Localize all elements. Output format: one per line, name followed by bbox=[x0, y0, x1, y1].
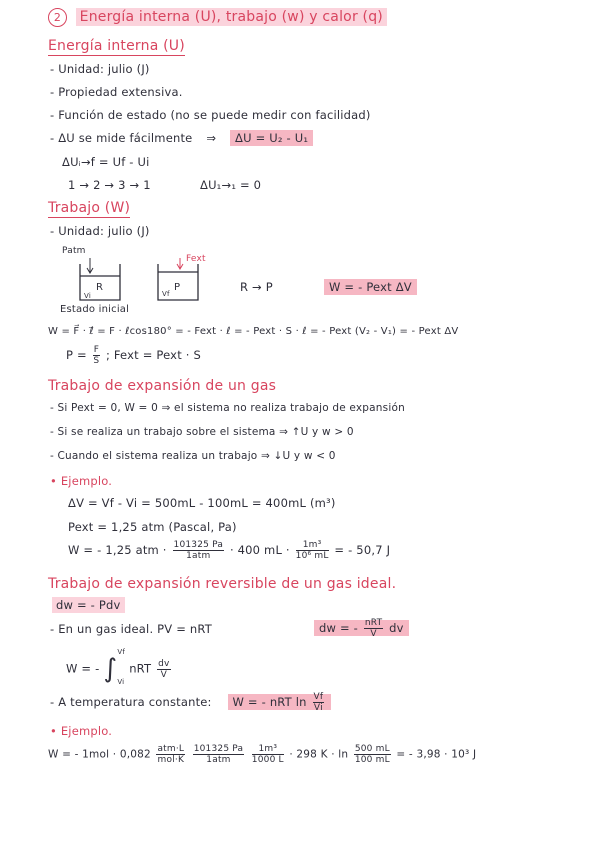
expansion-item-3: - Cuando el sistema realiza un trabajo ⇒ ↓U y w < 0 bbox=[50, 450, 336, 462]
w-formula-text: W = - Pext ΔV bbox=[324, 279, 417, 295]
last-result: = - 3,98 · 10³ J bbox=[396, 748, 477, 761]
trabajo-heading bbox=[48, 200, 130, 216]
constant-temp-text: - A temperatura constante: bbox=[50, 695, 212, 709]
energia-heading-text: Energía interna (U) bbox=[48, 38, 185, 54]
last-frac-1-num: atm·L bbox=[157, 744, 185, 754]
pressure-def bbox=[66, 345, 201, 366]
dw2-frac-den: V bbox=[370, 629, 377, 639]
last-frac-1 bbox=[156, 744, 185, 765]
integral-upper: Vf bbox=[117, 648, 125, 656]
trabajo-heading-text: Trabajo (W) bbox=[48, 200, 131, 216]
last-frac-4-num: 500 mL bbox=[354, 744, 390, 754]
energia-item-4-text: - ΔU se mide fácilmente bbox=[50, 131, 193, 145]
last-frac-2-num: 101325 Pa bbox=[193, 744, 244, 754]
page-title: Energía interna (U), trabajo (w) y calor (q) bbox=[76, 8, 387, 26]
integral-frac-num: dv bbox=[158, 658, 170, 669]
r-to-p: R → P bbox=[240, 280, 273, 294]
dw-formula-text: dw = - Pdv bbox=[52, 597, 125, 613]
last-frac-4-den: 100 mL bbox=[354, 755, 390, 765]
ex3-part-a: W = - 1,25 atm · bbox=[68, 543, 167, 557]
reversible-heading: Trabajo de expansión reversible de un gas ideal. bbox=[48, 576, 397, 592]
last-frac-3-num: 1m³ bbox=[252, 744, 284, 755]
energia-item-3: - Función de estado (no se puede medir con facilidad) bbox=[50, 108, 371, 122]
energia-item-4 bbox=[50, 131, 313, 145]
dw2-frac-num: nRT bbox=[364, 618, 383, 628]
ideal-gas-line: - En un gas ideal. PV = nRT bbox=[50, 622, 212, 636]
dw2-a: dw = - bbox=[319, 621, 359, 635]
expansion-item-2: - Si se realiza un trabajo sobre el sistema ⇒ ↑U y w > 0 bbox=[50, 426, 354, 438]
integral-sign bbox=[103, 648, 125, 686]
energia-item-2: - Propiedad extensiva. bbox=[50, 85, 183, 99]
fext-label: Fext bbox=[186, 254, 206, 264]
energia-item-1: - Unidad: julio (J) bbox=[50, 62, 150, 76]
section-number: 2 bbox=[48, 8, 67, 27]
ex3-part-b: · 400 mL · bbox=[229, 543, 290, 557]
du-formula: ΔU = U₂ - U₁ bbox=[230, 130, 313, 146]
label-p: P bbox=[174, 282, 181, 293]
label-r: R bbox=[96, 282, 104, 293]
integral-symbol: ∫ bbox=[103, 654, 118, 684]
expansion-example-label: • Ejemplo. bbox=[50, 474, 113, 488]
example-pext: Pext = 1,25 atm (Pascal, Pa) bbox=[68, 520, 237, 534]
pressure-def-lhs: P = bbox=[66, 348, 87, 362]
label-vf: Vf bbox=[162, 290, 170, 298]
temp-frac bbox=[313, 692, 325, 713]
frac-den: S bbox=[93, 356, 100, 366]
example-work bbox=[68, 540, 390, 561]
f-over-s bbox=[93, 345, 100, 366]
frac-num: F bbox=[93, 345, 100, 355]
du-equation: ΔUᵢ→f = Uf - Ui bbox=[62, 155, 150, 169]
page-header bbox=[48, 8, 387, 27]
reversible-example bbox=[48, 744, 476, 765]
expansion-item-1: - Si Pext = 0, W = 0 ⇒ el sistema no realiza trabajo de expansión bbox=[50, 402, 405, 414]
last-frac-4 bbox=[354, 744, 391, 765]
last-frac-1-den: mol·K bbox=[157, 755, 185, 765]
w-formula bbox=[324, 280, 417, 294]
patm-label: Patm bbox=[62, 246, 86, 256]
ex3-result: = - 50,7 J bbox=[334, 543, 391, 557]
integral-lhs: W = - bbox=[66, 661, 100, 676]
integral-lower: Vi bbox=[117, 678, 125, 686]
cycle-result: ΔU₁→₁ = 0 bbox=[200, 178, 262, 192]
dw2-frac bbox=[364, 618, 383, 639]
last-a: W = - 1mol · 0,082 bbox=[48, 748, 151, 761]
temp-formula bbox=[228, 692, 332, 713]
cycle-path: 1 → 2 → 3 → 1 bbox=[68, 178, 151, 192]
temp-frac-den: Vi bbox=[313, 703, 323, 713]
ex3-frac-1 bbox=[173, 540, 225, 561]
dw2-b: dv bbox=[389, 621, 404, 635]
work-derivation: W = F⃗ · ℓ⃗ = F · ℓcos180° = - Fext · ℓ = - Pext · S · ℓ = - Pext (V₂ - V₁) = - Pext ΔV bbox=[48, 326, 459, 337]
last-frac-2 bbox=[193, 744, 245, 765]
ex3-frac-1-den: 1atm bbox=[186, 551, 211, 561]
last-b: · 298 K · ln bbox=[289, 748, 349, 761]
dw-nrt-box bbox=[314, 618, 409, 639]
label-vi: Vi bbox=[84, 292, 91, 300]
energia-heading bbox=[48, 38, 185, 54]
integral-line bbox=[66, 648, 173, 686]
last-frac-2-den: 1atm bbox=[206, 755, 231, 765]
constant-temp-line bbox=[50, 692, 331, 713]
fext-equation: ; Fext = Pext · S bbox=[105, 348, 201, 362]
integral-body: nRT bbox=[129, 661, 152, 676]
ex3-frac-2 bbox=[296, 540, 329, 561]
temp-frac-num: Vf bbox=[313, 692, 324, 702]
dw-formula bbox=[52, 598, 125, 612]
dw-nrt bbox=[314, 618, 409, 639]
expansion-heading: Trabajo de expansión de un gas bbox=[48, 378, 277, 394]
example-delta-v: ΔV = Vf - Vi = 500mL - 100mL = 400mL (m³) bbox=[68, 496, 336, 510]
last-frac-3-den: 1000 L bbox=[251, 755, 284, 765]
integral-frac bbox=[157, 659, 170, 680]
ex3-frac-2-den: 10⁶ mL bbox=[295, 551, 329, 561]
ex3-frac-2-num: 1m³ bbox=[296, 540, 329, 551]
temp-formula-a: W = - nRT ln bbox=[232, 695, 307, 709]
trabajo-unit: - Unidad: julio (J) bbox=[50, 224, 150, 238]
estado-inicial: Estado inicial bbox=[60, 304, 130, 315]
ex3-frac-1-num: 101325 Pa bbox=[173, 540, 224, 550]
reversible-example-label: • Ejemplo. bbox=[50, 724, 113, 738]
integral-frac-den: V bbox=[160, 669, 168, 680]
last-frac-3 bbox=[252, 744, 284, 765]
implies-arrow: ⇒ bbox=[206, 131, 217, 145]
